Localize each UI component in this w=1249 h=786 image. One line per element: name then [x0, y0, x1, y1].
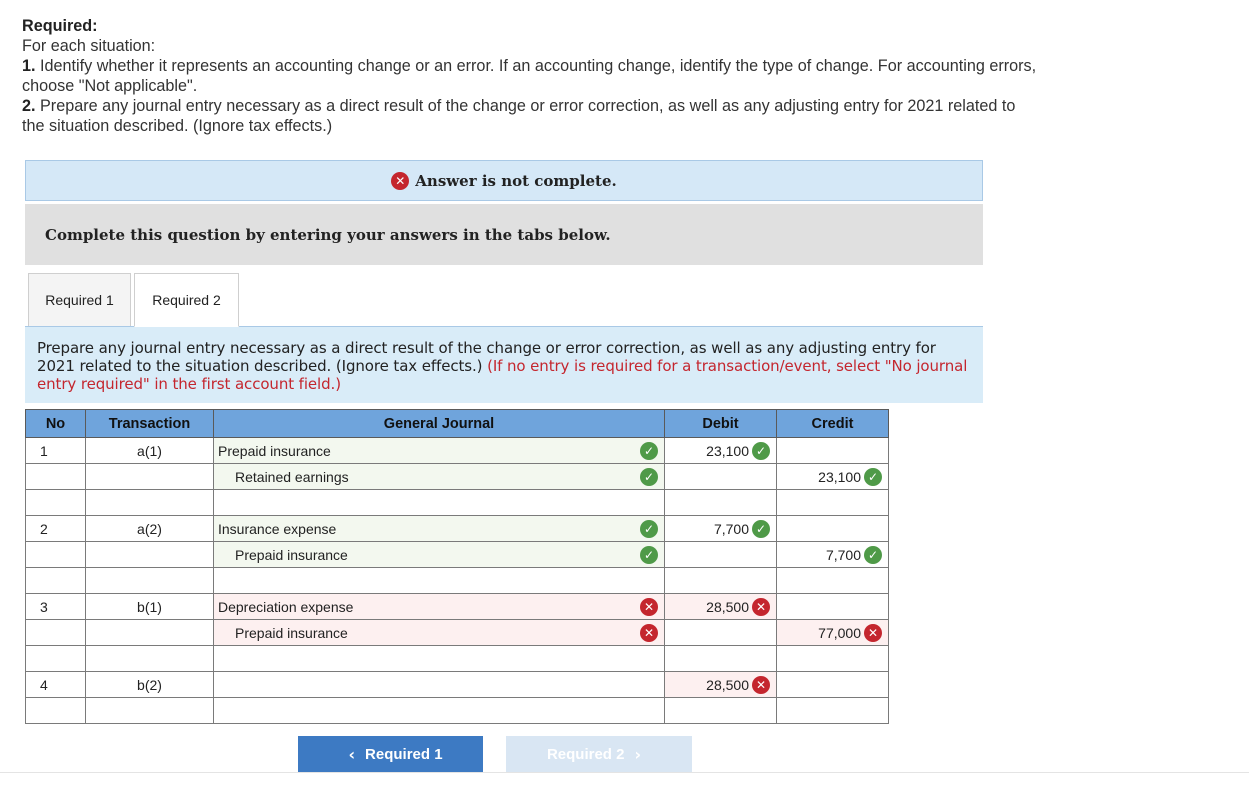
tab-required-1[interactable]: Required 1	[28, 273, 131, 327]
debit-field[interactable]	[665, 594, 777, 620]
row-no	[26, 620, 86, 646]
prev-button-label: Required 1	[365, 745, 443, 763]
instruction-item-1	[22, 56, 1042, 96]
header-credit: Credit	[777, 410, 889, 438]
row-no: 2	[26, 516, 86, 542]
instructions	[22, 16, 1042, 136]
table-row	[26, 542, 889, 568]
row-no	[26, 490, 86, 516]
prompt-hint: (If no entry is required for a transaction/event, select "No journal entry required" in the first account field.)	[37, 357, 968, 393]
status-text: Answer is not complete.	[415, 171, 617, 190]
chevron-right-icon: ›	[634, 744, 642, 764]
debit-field[interactable]	[665, 568, 777, 594]
account-field[interactable]	[214, 516, 665, 542]
row-no	[26, 568, 86, 594]
check-circle-icon: ✓	[640, 520, 658, 538]
credit-value: 23,100	[818, 468, 861, 485]
next-required-2-button	[506, 736, 692, 772]
complete-instructions-text: Complete this question by entering your answers in the tabs below.	[45, 225, 611, 244]
row-no: 4	[26, 672, 86, 698]
row-no: 3	[26, 594, 86, 620]
debit-value: 28,500	[706, 598, 749, 615]
check-circle-icon: ✓	[864, 468, 882, 486]
x-circle-icon: ✕	[391, 172, 409, 190]
row-no	[26, 542, 86, 568]
check-circle-icon: ✓	[640, 546, 658, 564]
next-button-label: Required 2	[546, 745, 625, 763]
row-transaction: a(2)	[86, 516, 214, 542]
x-circle-icon: ✕	[640, 598, 658, 616]
instructions-intro: For each situation:	[22, 37, 156, 55]
check-circle-icon: ✓	[752, 520, 770, 538]
check-circle-icon: ✓	[640, 468, 658, 486]
account-field[interactable]	[214, 672, 665, 698]
table-row	[26, 516, 889, 542]
account-name: Prepaid insurance	[235, 624, 348, 641]
row-transaction	[86, 620, 214, 646]
row-no: 1	[26, 438, 86, 464]
bottom-divider	[0, 772, 1249, 773]
row-transaction: a(1)	[86, 438, 214, 464]
account-field[interactable]	[214, 464, 665, 490]
account-field[interactable]	[214, 568, 665, 594]
debit-value: 23,100	[706, 442, 749, 459]
item-1-number: 1.	[22, 57, 36, 75]
tab-required-2[interactable]: Required 2	[134, 273, 239, 327]
row-transaction: b(1)	[86, 594, 214, 620]
debit-field[interactable]	[665, 542, 777, 568]
table-row	[26, 438, 889, 464]
credit-field[interactable]	[777, 516, 889, 542]
header-transaction: Transaction	[86, 410, 214, 438]
table-row	[26, 490, 889, 516]
status-banner	[25, 160, 983, 201]
account-name: Prepaid insurance	[218, 442, 331, 459]
row-transaction	[86, 542, 214, 568]
check-circle-icon: ✓	[752, 442, 770, 460]
row-transaction: b(2)	[86, 672, 214, 698]
instruction-item-2	[22, 96, 1042, 136]
header-general-journal: General Journal	[214, 410, 665, 438]
table-row	[26, 568, 889, 594]
account-field[interactable]	[214, 438, 665, 464]
account-name: Prepaid insurance	[235, 546, 348, 563]
credit-field[interactable]	[777, 542, 889, 568]
table-row	[26, 620, 889, 646]
credit-field[interactable]	[777, 568, 889, 594]
account-field[interactable]	[214, 490, 665, 516]
complete-instructions-box	[25, 204, 983, 265]
account-name: Insurance expense	[218, 520, 337, 537]
debit-field[interactable]	[665, 516, 777, 542]
required-title: Required:	[22, 17, 98, 35]
debit-field[interactable]	[665, 698, 777, 724]
credit-field[interactable]	[777, 438, 889, 464]
credit-field[interactable]	[777, 464, 889, 490]
table-row	[26, 698, 889, 724]
credit-field[interactable]	[777, 646, 889, 672]
prompt-text: Prepare any journal entry necessary as a direct result of the change or error correction, as well as any adjusting entry for 2021 related to the situation described. (Ignore tax effects.)	[37, 339, 936, 375]
debit-field[interactable]	[665, 490, 777, 516]
account-name: Depreciation expense	[218, 598, 354, 615]
credit-value: 77,000	[818, 624, 861, 641]
row-transaction	[86, 698, 214, 724]
account-field[interactable]	[214, 542, 665, 568]
row-transaction	[86, 490, 214, 516]
x-circle-icon: ✕	[864, 624, 882, 642]
debit-field[interactable]	[665, 646, 777, 672]
chevron-left-icon: ‹	[348, 744, 356, 764]
check-circle-icon: ✓	[640, 442, 658, 460]
x-circle-icon: ✕	[752, 598, 770, 616]
prev-required-1-button[interactable]	[298, 736, 483, 772]
debit-field[interactable]	[665, 672, 777, 698]
journal-table	[25, 409, 889, 724]
table-row	[26, 672, 889, 698]
credit-field[interactable]	[777, 620, 889, 646]
credit-field[interactable]	[777, 490, 889, 516]
account-field[interactable]	[214, 698, 665, 724]
account-field[interactable]	[214, 620, 665, 646]
credit-field[interactable]	[777, 698, 889, 724]
table-row	[26, 646, 889, 672]
debit-field[interactable]	[665, 438, 777, 464]
item-1-text: Identify whether it represents an accounting change or an error. If an accounting change, identify the type of change. For accounting errors, choose "Not applicable".	[22, 57, 1037, 95]
debit-field[interactable]	[665, 464, 777, 490]
row-no	[26, 646, 86, 672]
account-field[interactable]	[214, 646, 665, 672]
debit-value: 28,500	[706, 676, 749, 693]
credit-value: 7,700	[825, 546, 861, 563]
x-circle-icon: ✕	[752, 676, 770, 694]
debit-value: 7,700	[713, 520, 749, 537]
prompt-box	[25, 327, 983, 403]
account-name: Retained earnings	[235, 468, 349, 485]
debit-field[interactable]	[665, 620, 777, 646]
check-circle-icon: ✓	[864, 546, 882, 564]
item-2-number: 2.	[22, 97, 36, 115]
table-row	[26, 464, 889, 490]
row-transaction	[86, 464, 214, 490]
header-no: No	[26, 410, 86, 438]
item-2-text: Prepare any journal entry necessary as a direct result of the change or error correction, as well as any adjusting entry for 2021 related to the situation described. (Ignore tax effects.)	[22, 97, 1016, 135]
credit-field[interactable]	[777, 672, 889, 698]
row-no	[26, 698, 86, 724]
row-no	[26, 464, 86, 490]
credit-field[interactable]	[777, 594, 889, 620]
x-circle-icon: ✕	[640, 624, 658, 642]
table-header-row	[26, 410, 889, 438]
row-transaction	[86, 568, 214, 594]
header-debit: Debit	[665, 410, 777, 438]
row-transaction	[86, 646, 214, 672]
account-field[interactable]	[214, 594, 665, 620]
table-row	[26, 594, 889, 620]
